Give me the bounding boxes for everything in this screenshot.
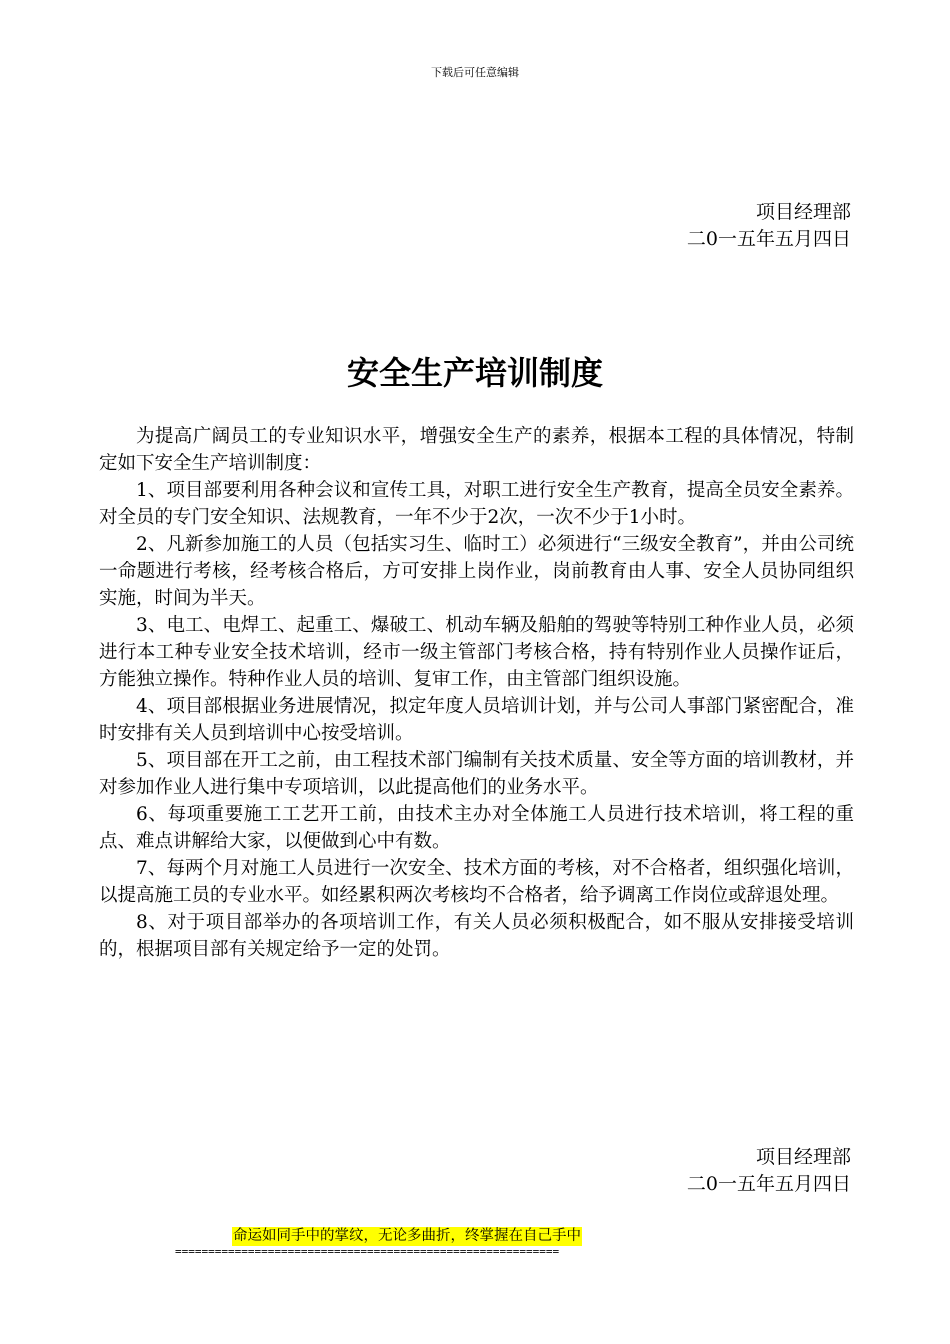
intro-paragraph: 为提高广阔员工的专业知识水平，增强安全生产的素养，根据本工程的具体情况，特制定如下安全生产培训制度：: [99, 426, 854, 474]
signature-department: 项目经理部: [755, 1146, 851, 1168]
footer-divider: ==========================================================: [175, 1245, 560, 1258]
clause-7: 7、每两个月对施工人员进行一次安全、技术方面的考核，对不合格者，组织强化培训，以提高施工员的专业水平。如经累积两次考核均不合格者，给予调离工作岗位或辞退处理。: [99, 858, 854, 906]
clause-6: 6、每项重要施工工艺开工前，由技术主办对全体施工人员进行技术培训，将工程的重点、难点讲解给大家，以便做到心中有数。: [99, 804, 854, 852]
clause-5: 5、项目部在开工之前，由工程技术部门编制有关技术质量、安全等方面的培训教材，并对参加作业人进行集中专项培训，以此提高他们的业务水平。: [99, 750, 854, 798]
footer-quote: 命运如同手中的掌纹，无论多曲折，终掌握在自己手中: [233, 1228, 581, 1244]
signature-date: 二0一五年五月四日: [686, 228, 851, 250]
document-body: [99, 423, 854, 963]
clause-2: 2、凡新参加施工的人员（包括实习生、临时工）必须进行“三级安全教育”，并由公司统一命题进行考核，经考核合格后，方可安排上岗作业，岗前教育由人事、安全人员协同组织实施，时间为半天。: [99, 534, 854, 609]
clause-8: 8、对于项目部举办的各项培训工作，有关人员必须积极配合，如不服从安排接受培训的，根据项目部有关规定给予一定的处罚。: [99, 912, 854, 960]
clause-3: 3、电工、电焊工、起重工、爆破工、机动车辆及船舶的驾驶等特别工种作业人员，必须进行本工种专业安全技术培训，经市一级主管部门考核合格，持有特别作业人员操作证后，方能独立操作。特种作业人员的培训、复审工作，由主管部门组织设施。: [99, 615, 854, 690]
header-note: 下载后可任意编辑: [431, 66, 519, 79]
signature-top: [687, 199, 851, 253]
signature-bottom: [687, 1144, 851, 1198]
clause-4: 4、项目部根据业务进展情况，拟定年度人员培训计划，并与公司人事部门紧密配合，准时安排有关人员到培训中心按受培训。: [99, 696, 854, 744]
signature-date: 二0一五年五月四日: [686, 1173, 851, 1195]
clause-1: 1、项目部要利用各种会议和宣传工具，对职工进行安全生产教育，提高全员安全素养。对全员的专门安全知识、法规教育，一年不少于2次，一次不少于1小时。: [99, 480, 854, 528]
signature-department: 项目经理部: [755, 201, 851, 223]
document-title: 安全生产培训制度: [346, 354, 603, 392]
